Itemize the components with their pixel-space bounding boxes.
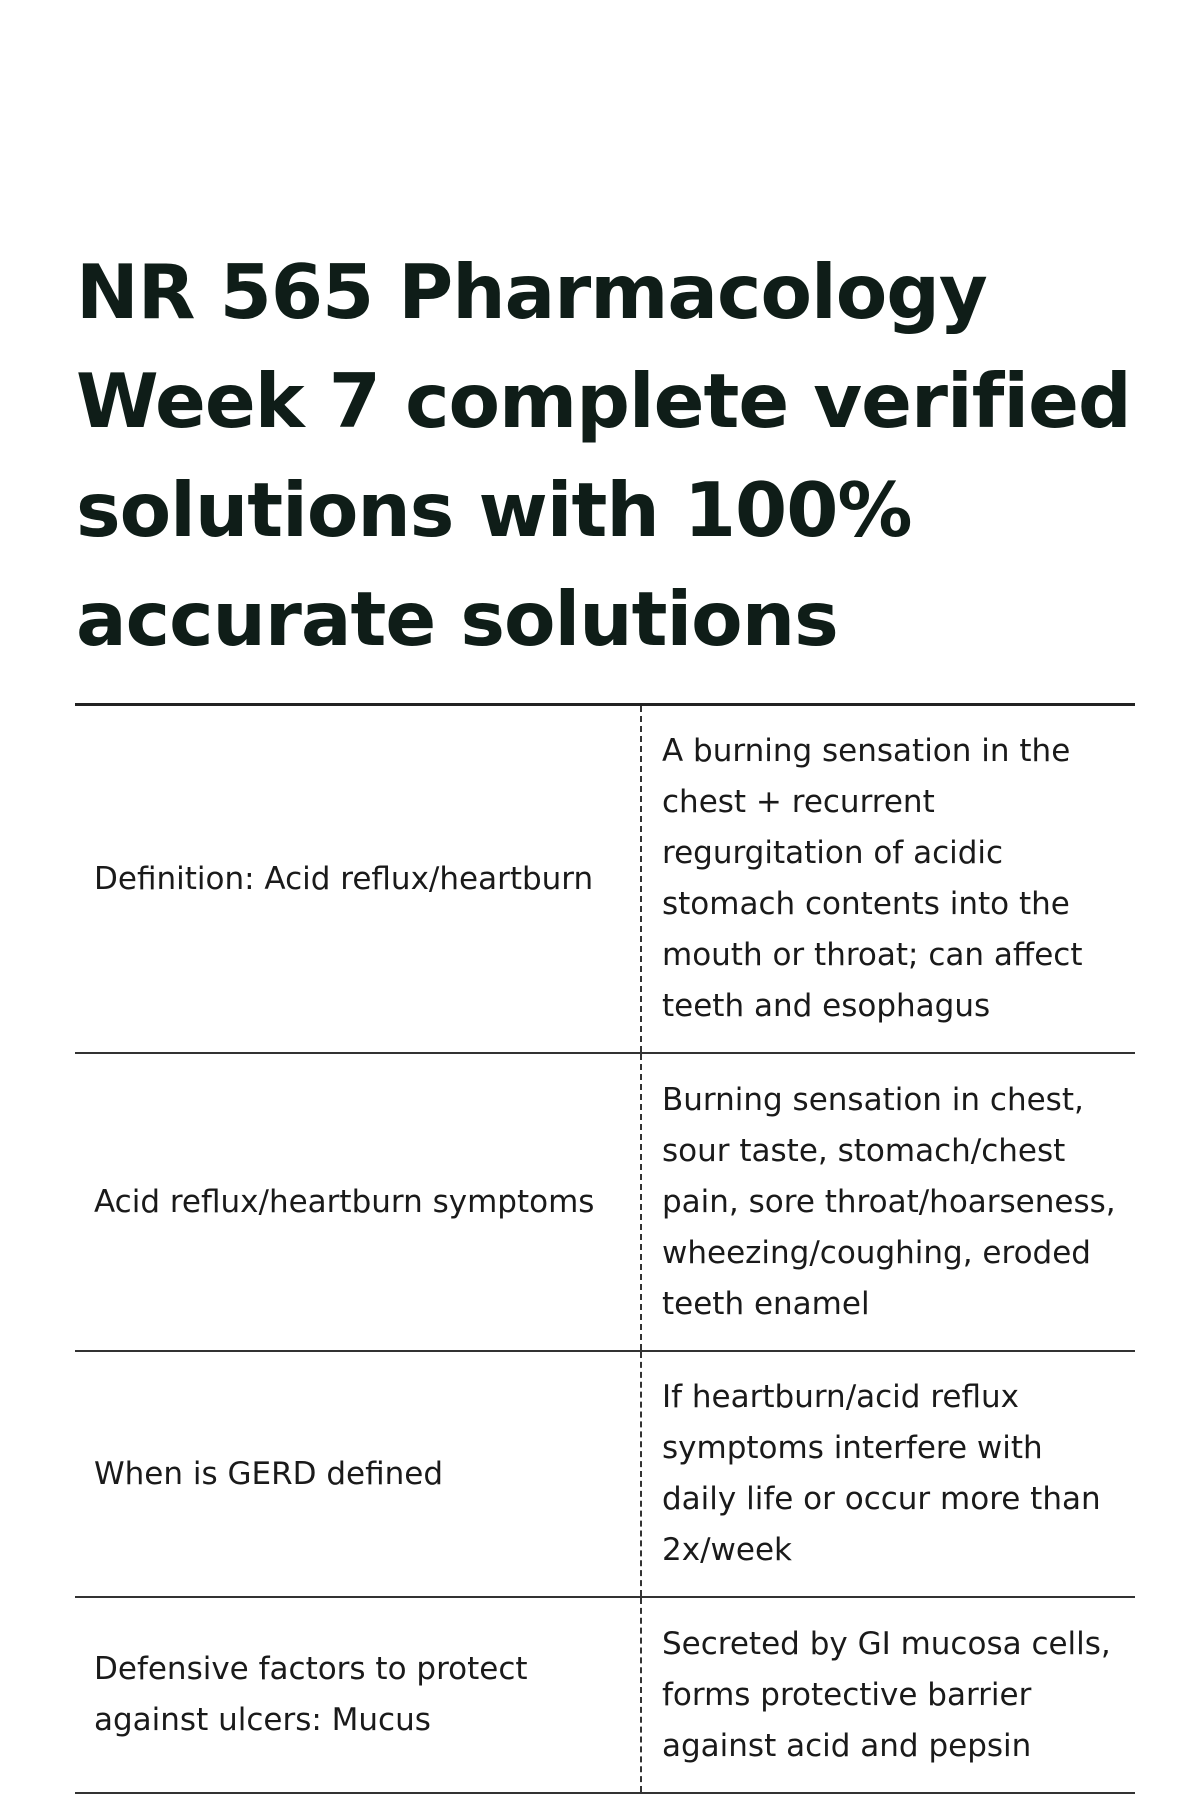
definition-cell: Secreted by GI mucosa cells, forms protective barrier against acid and pepsin (662, 1625, 1111, 1764)
table-row (75, 1053, 1135, 1351)
definition-cell: If heartburn/acid reflux symptoms interfere with daily life or occur more than 2x/week (662, 1379, 1101, 1568)
table-row (75, 1597, 1135, 1793)
table-row (75, 1351, 1135, 1597)
term-cell: Definition: Acid reflux/heartburn (75, 705, 641, 1054)
flashcard-table (75, 703, 1135, 1794)
definition-cell: Burning sensation in chest, sour taste, stomach/chest pain, sore throat/hoarseness, wheezing/coughing, eroded teeth enamel (662, 1081, 1116, 1322)
table-row (75, 705, 1135, 1054)
term-cell: Defensive factors to protect against ulcers: Mucus (75, 1597, 641, 1793)
page-title: NR 565 Pharmacology Week 7 complete verified solutions with 100% accurate solutions (76, 248, 1131, 663)
term-cell: Acid reflux/heartburn symptoms (75, 1053, 641, 1351)
definition-cell: A burning sensation in the chest + recurrent regurgitation of acidic stomach contents into the mouth or throat; can affect teeth and esophagus (662, 733, 1083, 1024)
term-cell: When is GERD defined (75, 1351, 641, 1597)
